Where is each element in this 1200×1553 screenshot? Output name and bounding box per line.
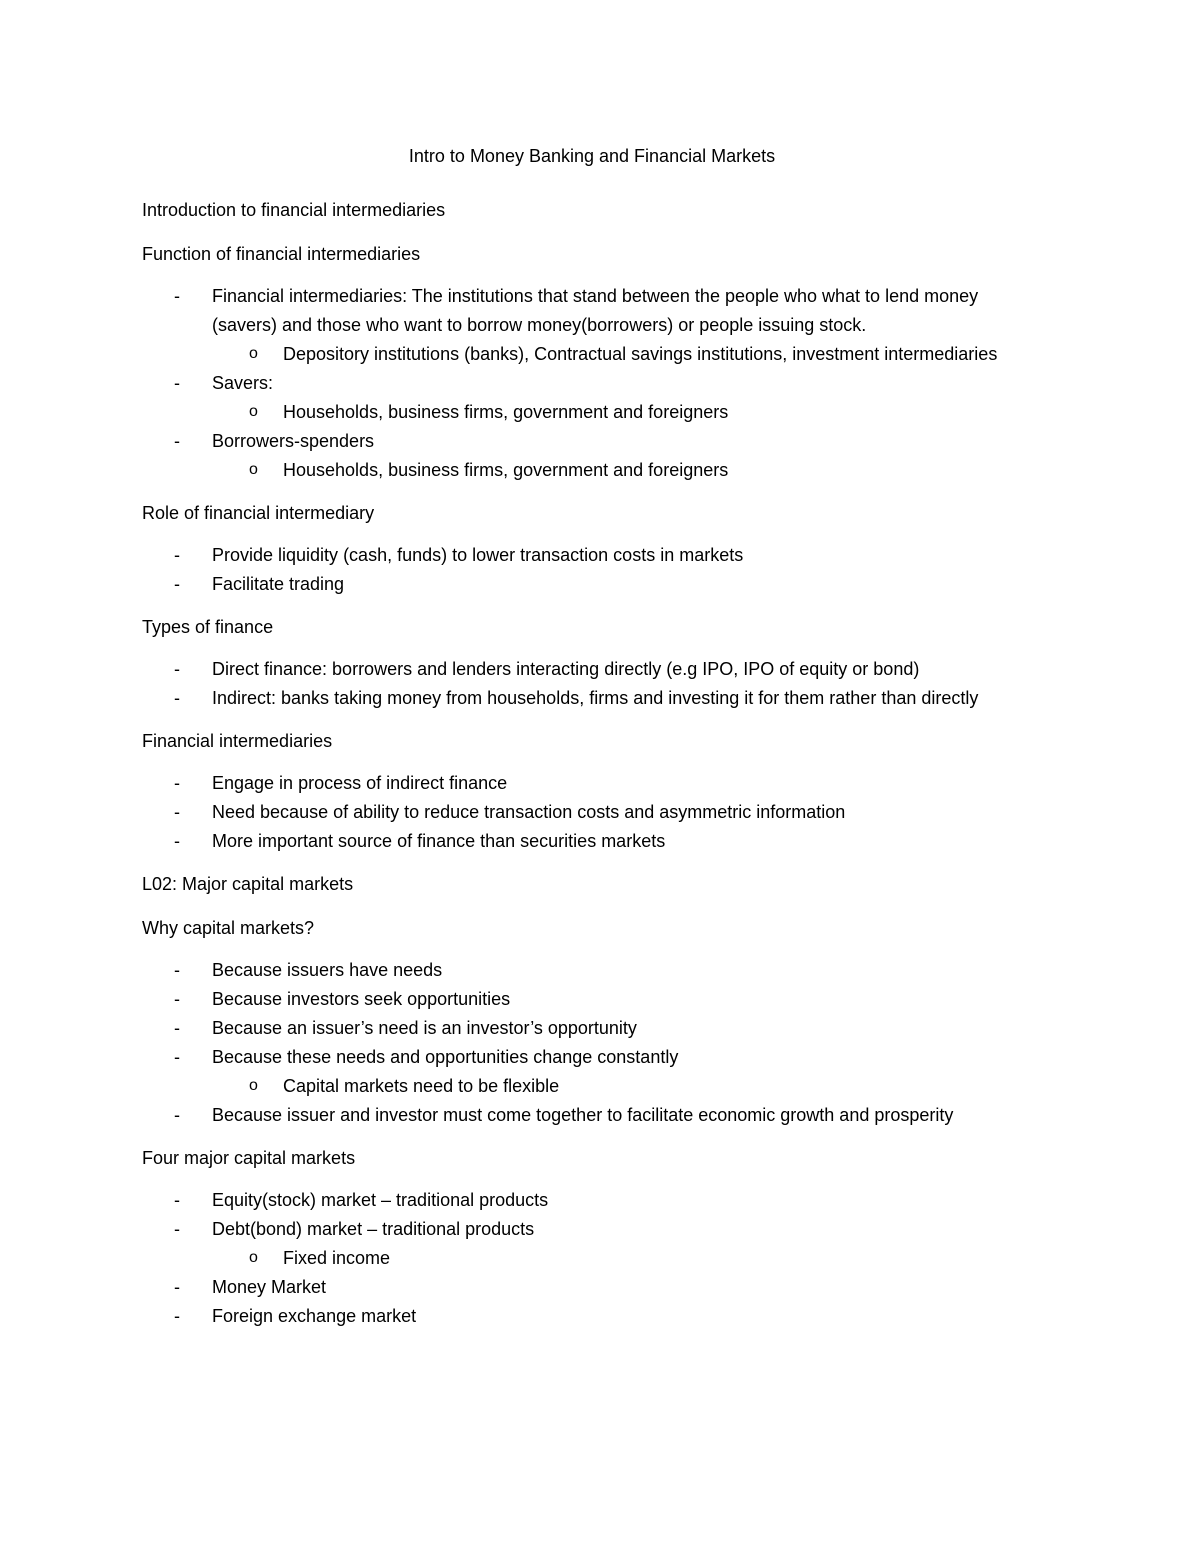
sub-bullet-list: [212, 398, 1042, 427]
bullet-list: [142, 282, 1042, 485]
list-item: [142, 541, 1042, 570]
dash-bullet-icon: -: [174, 773, 180, 793]
list-item-text: Because investors seek opportunities: [212, 989, 511, 1009]
list-item-text: Debt(bond) market – traditional products: [212, 1219, 535, 1239]
sub-bullet-list: [212, 340, 1042, 369]
bullet-list: [142, 541, 1042, 599]
sub-list-item-text: Fixed income: [283, 1248, 391, 1268]
circle-bullet-icon: o: [249, 1249, 258, 1266]
dash-bullet-icon: -: [174, 1190, 180, 1210]
sub-list-item-text: Households, business firms, government and foreigners: [283, 460, 729, 480]
list-item-text: Equity(stock) market – traditional products: [212, 1190, 549, 1210]
document-body: [142, 238, 1042, 1331]
list-item-text: Direct finance: borrowers and lenders interacting directly (e.g IPO, IPO of equity or bond): [212, 659, 920, 679]
document-page: [142, 140, 1042, 1343]
list-item: [142, 1186, 1042, 1215]
dash-bullet-icon: -: [174, 431, 180, 451]
list-item-text: Borrowers-spenders: [212, 431, 375, 451]
list-item: [142, 1215, 1042, 1273]
list-item: [142, 655, 1042, 684]
sub-bullet-list: [212, 456, 1042, 485]
sub-list-item: [212, 1244, 1042, 1273]
dash-bullet-icon: -: [174, 574, 180, 594]
list-item: [142, 956, 1042, 985]
intro-heading: Introduction to financial intermediaries: [142, 200, 446, 220]
list-item: [142, 798, 1042, 827]
list-item: [142, 570, 1042, 599]
document-title: Intro to Money Banking and Financial Markets: [408, 146, 776, 166]
list-item: [142, 827, 1042, 856]
section-heading: Function of financial intermediaries: [142, 244, 421, 264]
dash-bullet-icon: -: [174, 659, 180, 679]
list-item: [142, 369, 1042, 427]
section-heading: Four major capital markets: [142, 1148, 356, 1168]
sub-list-item: [212, 398, 1042, 427]
list-item-text: Provide liquidity (cash, funds) to lower transaction costs in markets: [212, 545, 744, 565]
list-item: [142, 282, 1042, 369]
dash-bullet-icon: -: [174, 989, 180, 1009]
bullet-list: [142, 1186, 1042, 1331]
list-item-text: More important source of finance than securities markets: [212, 831, 666, 851]
list-item-text: Engage in process of indirect finance: [212, 773, 508, 793]
list-item-text: Money Market: [212, 1277, 327, 1297]
list-item: [142, 1014, 1042, 1043]
sub-bullet-list: [212, 1244, 1042, 1273]
section-heading: Why capital markets?: [142, 918, 315, 938]
bullet-list: [142, 769, 1042, 856]
sub-list-item-text: Households, business firms, government and foreigners: [283, 402, 729, 422]
sub-list-item: [212, 340, 1042, 369]
dash-bullet-icon: -: [174, 1219, 180, 1239]
list-item: [142, 1302, 1042, 1331]
list-item: [142, 427, 1042, 485]
dash-bullet-icon: -: [174, 960, 180, 980]
list-item-text: Facilitate trading: [212, 574, 345, 594]
list-item-text: Indirect: banks taking money from households, firms and investing it for them rather than directly: [212, 688, 979, 708]
sub-bullet-list: [212, 1072, 1042, 1101]
dash-bullet-icon: -: [174, 286, 180, 306]
list-item: [142, 1273, 1042, 1302]
circle-bullet-icon: o: [249, 345, 258, 362]
dash-bullet-icon: -: [174, 831, 180, 851]
list-item-text: Because issuers have needs: [212, 960, 443, 980]
list-item-text: Savers:: [212, 373, 274, 393]
list-item-text: Because an issuer’s need is an investor’s opportunity: [212, 1018, 637, 1038]
bullet-list: [142, 655, 1042, 713]
sub-list-item-text: Capital markets need to be flexible: [283, 1076, 560, 1096]
list-item: [142, 684, 1042, 713]
list-item-text: Financial intermediaries: The institutions that stand between the people who what to lend money (savers) and those who want to borrow money(borrowers) or people issuing stock.: [212, 286, 979, 335]
sub-list-item-text: Depository institutions (banks), Contractual savings institutions, investment intermediaries: [283, 344, 998, 364]
list-item: [142, 1101, 1042, 1130]
sub-list-item: [212, 1072, 1042, 1101]
dash-bullet-icon: -: [174, 1277, 180, 1297]
section-heading: Role of financial intermediary: [142, 503, 375, 523]
bullet-list: [142, 956, 1042, 1130]
circle-bullet-icon: o: [249, 1077, 258, 1094]
dash-bullet-icon: -: [174, 802, 180, 822]
list-item: [142, 985, 1042, 1014]
sub-list-item: [212, 456, 1042, 485]
dash-bullet-icon: -: [174, 688, 180, 708]
dash-bullet-icon: -: [174, 373, 180, 393]
list-item-text: Need because of ability to reduce transaction costs and asymmetric information: [212, 802, 846, 822]
dash-bullet-icon: -: [174, 545, 180, 565]
circle-bullet-icon: o: [249, 461, 258, 478]
dash-bullet-icon: -: [174, 1047, 180, 1067]
list-item-text: Because issuer and investor must come together to facilitate economic growth and prosperity: [212, 1105, 954, 1125]
section-heading: Financial intermediaries: [142, 731, 333, 751]
dash-bullet-icon: -: [174, 1018, 180, 1038]
section-heading: Types of finance: [142, 617, 274, 637]
list-item: [142, 1043, 1042, 1101]
dash-bullet-icon: -: [174, 1306, 180, 1326]
list-item-text: Because these needs and opportunities change constantly: [212, 1047, 679, 1067]
list-item: [142, 769, 1042, 798]
list-item-text: Foreign exchange market: [212, 1306, 417, 1326]
circle-bullet-icon: o: [249, 403, 258, 420]
section-heading: L02: Major capital markets: [142, 874, 354, 894]
dash-bullet-icon: -: [174, 1105, 180, 1125]
